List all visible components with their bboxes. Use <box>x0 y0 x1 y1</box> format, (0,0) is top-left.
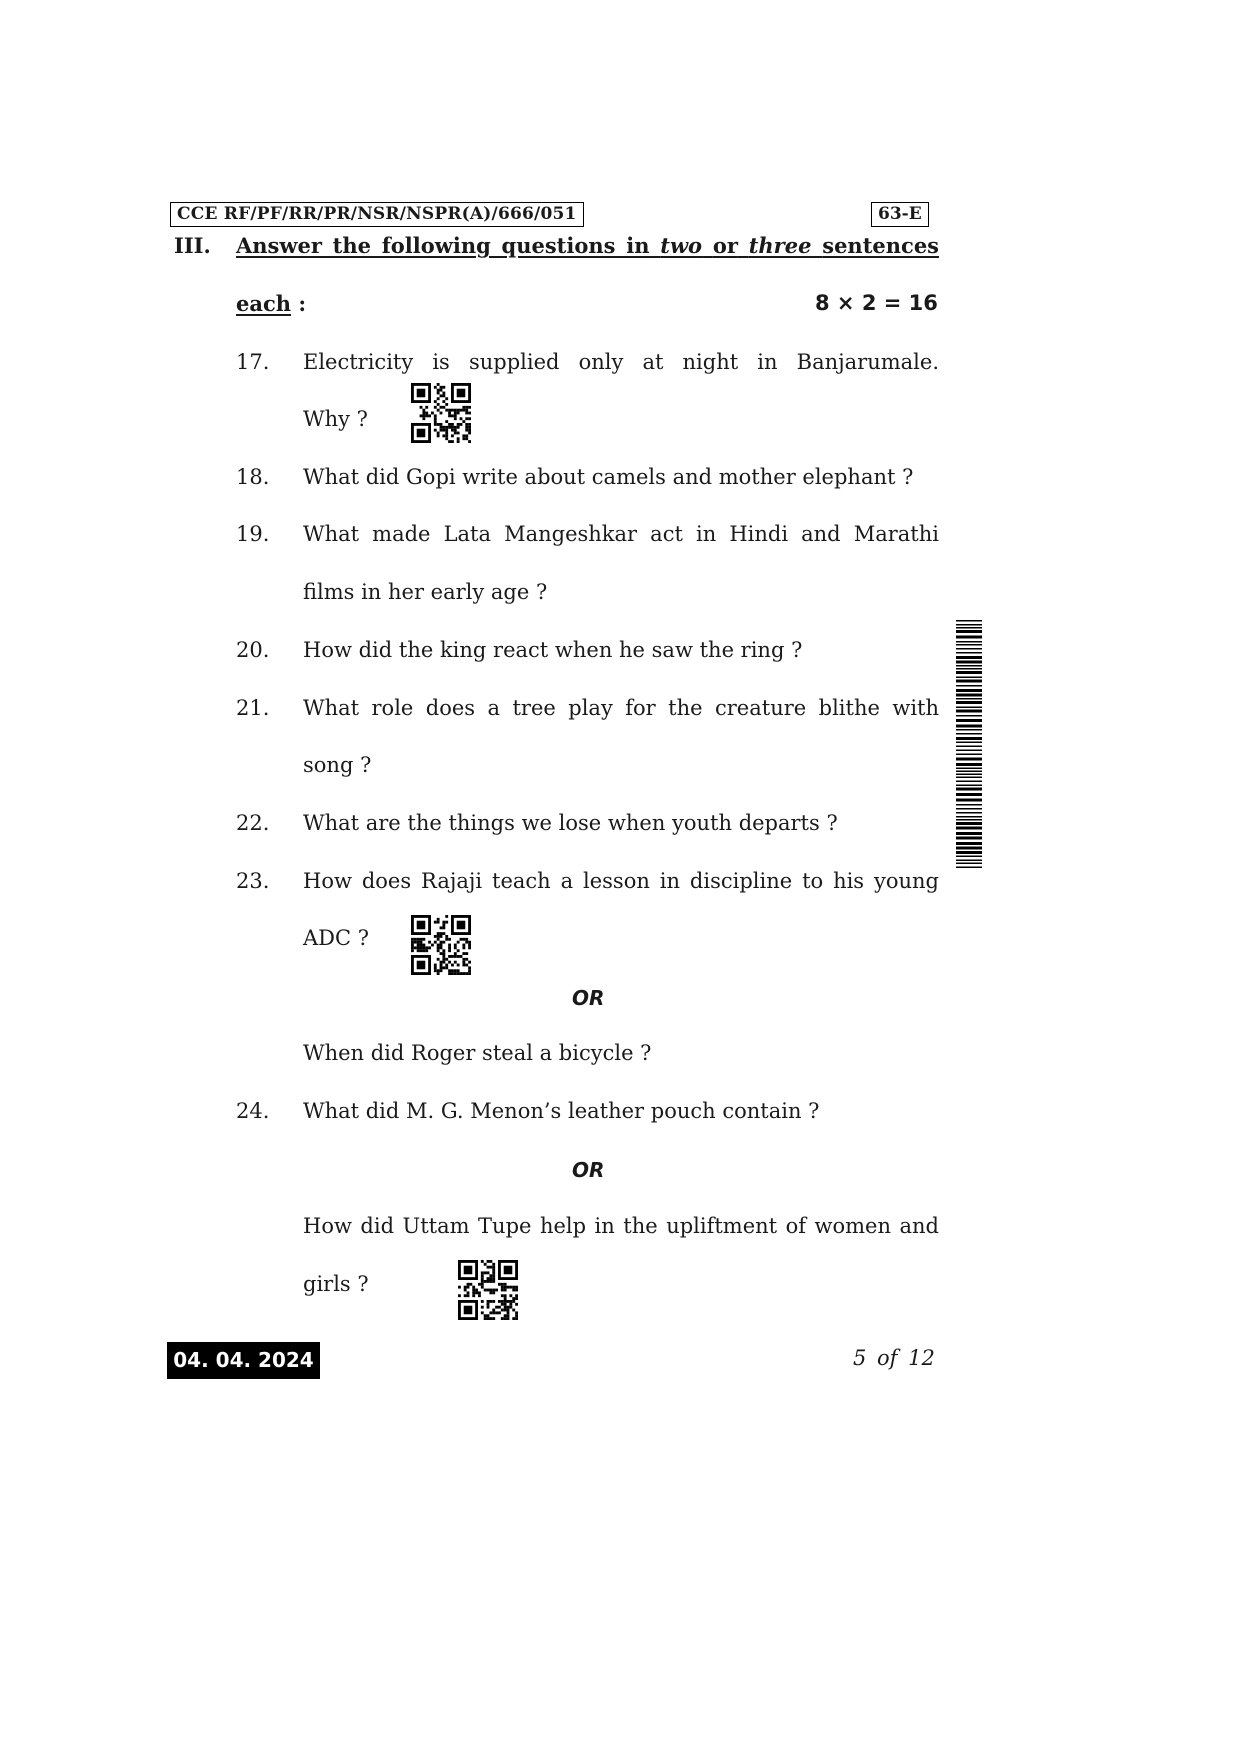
question-text-cont: Why ? <box>303 407 368 431</box>
paper-number: 63-E <box>871 202 929 227</box>
or-label: OR <box>572 1158 605 1182</box>
page-number: 5 of 12 <box>853 1346 935 1370</box>
section-title-part: Answer the following questions in <box>236 233 650 258</box>
question-number: 19. <box>236 522 270 546</box>
section-title-each: each <box>236 291 292 316</box>
barcode-icon <box>956 620 982 872</box>
question-text-alt: When did Roger steal a bicycle ? <box>303 1041 652 1065</box>
question-paper-code: CCE RF/PF/RR/PR/NSR/NSPR(A)/666/051 <box>170 202 584 227</box>
question-number: 20. <box>236 638 270 662</box>
question-text-cont: films in her early age ? <box>303 580 548 604</box>
section-title-three: three <box>748 233 812 258</box>
question-number: 18. <box>236 465 270 489</box>
question-text-alt-cont: girls ? <box>303 1272 369 1296</box>
section-title-or: or <box>712 233 738 258</box>
section-title-line2 <box>236 291 306 316</box>
qr-code-icon <box>458 1260 518 1320</box>
question-text: What role does a tree play for the creature blithe with <box>303 696 939 720</box>
question-text: How does Rajaji teach a lesson in discipline to his young <box>303 869 939 893</box>
qr-code-icon <box>411 383 471 443</box>
question-text-cont: ADC ? <box>303 926 370 950</box>
section-title <box>236 233 939 258</box>
question-text: How did the king react when he saw the ring ? <box>303 638 803 662</box>
section-title-sentences: sentences <box>822 233 940 258</box>
section-title-colon: : <box>298 291 307 316</box>
qr-code-icon <box>411 915 471 975</box>
question-number: 24. <box>236 1099 270 1123</box>
question-number: 21. <box>236 696 270 720</box>
question-text-alt: How did Uttam Tupe help in the upliftment of women and <box>303 1214 939 1238</box>
question-text: What are the things we lose when youth departs ? <box>303 811 838 835</box>
section-number: III. <box>174 233 211 258</box>
section-marks: 8 × 2 = 16 <box>815 291 938 315</box>
question-text-cont: song ? <box>303 753 372 777</box>
question-text: What did Gopi write about camels and mother elephant ? <box>303 465 914 489</box>
section-title-two: two <box>660 233 703 258</box>
question-number: 23. <box>236 869 270 893</box>
question-text: What did M. G. Menon’s leather pouch contain ? <box>303 1099 820 1123</box>
question-text: What made Lata Mangeshkar act in Hindi and Marathi <box>303 522 939 546</box>
exam-date: 04. 04. 2024 <box>167 1342 320 1379</box>
question-number: 22. <box>236 811 270 835</box>
question-number: 17. <box>236 350 270 374</box>
question-text: Electricity is supplied only at night in Banjarumale. <box>303 350 939 374</box>
or-label: OR <box>572 986 605 1010</box>
